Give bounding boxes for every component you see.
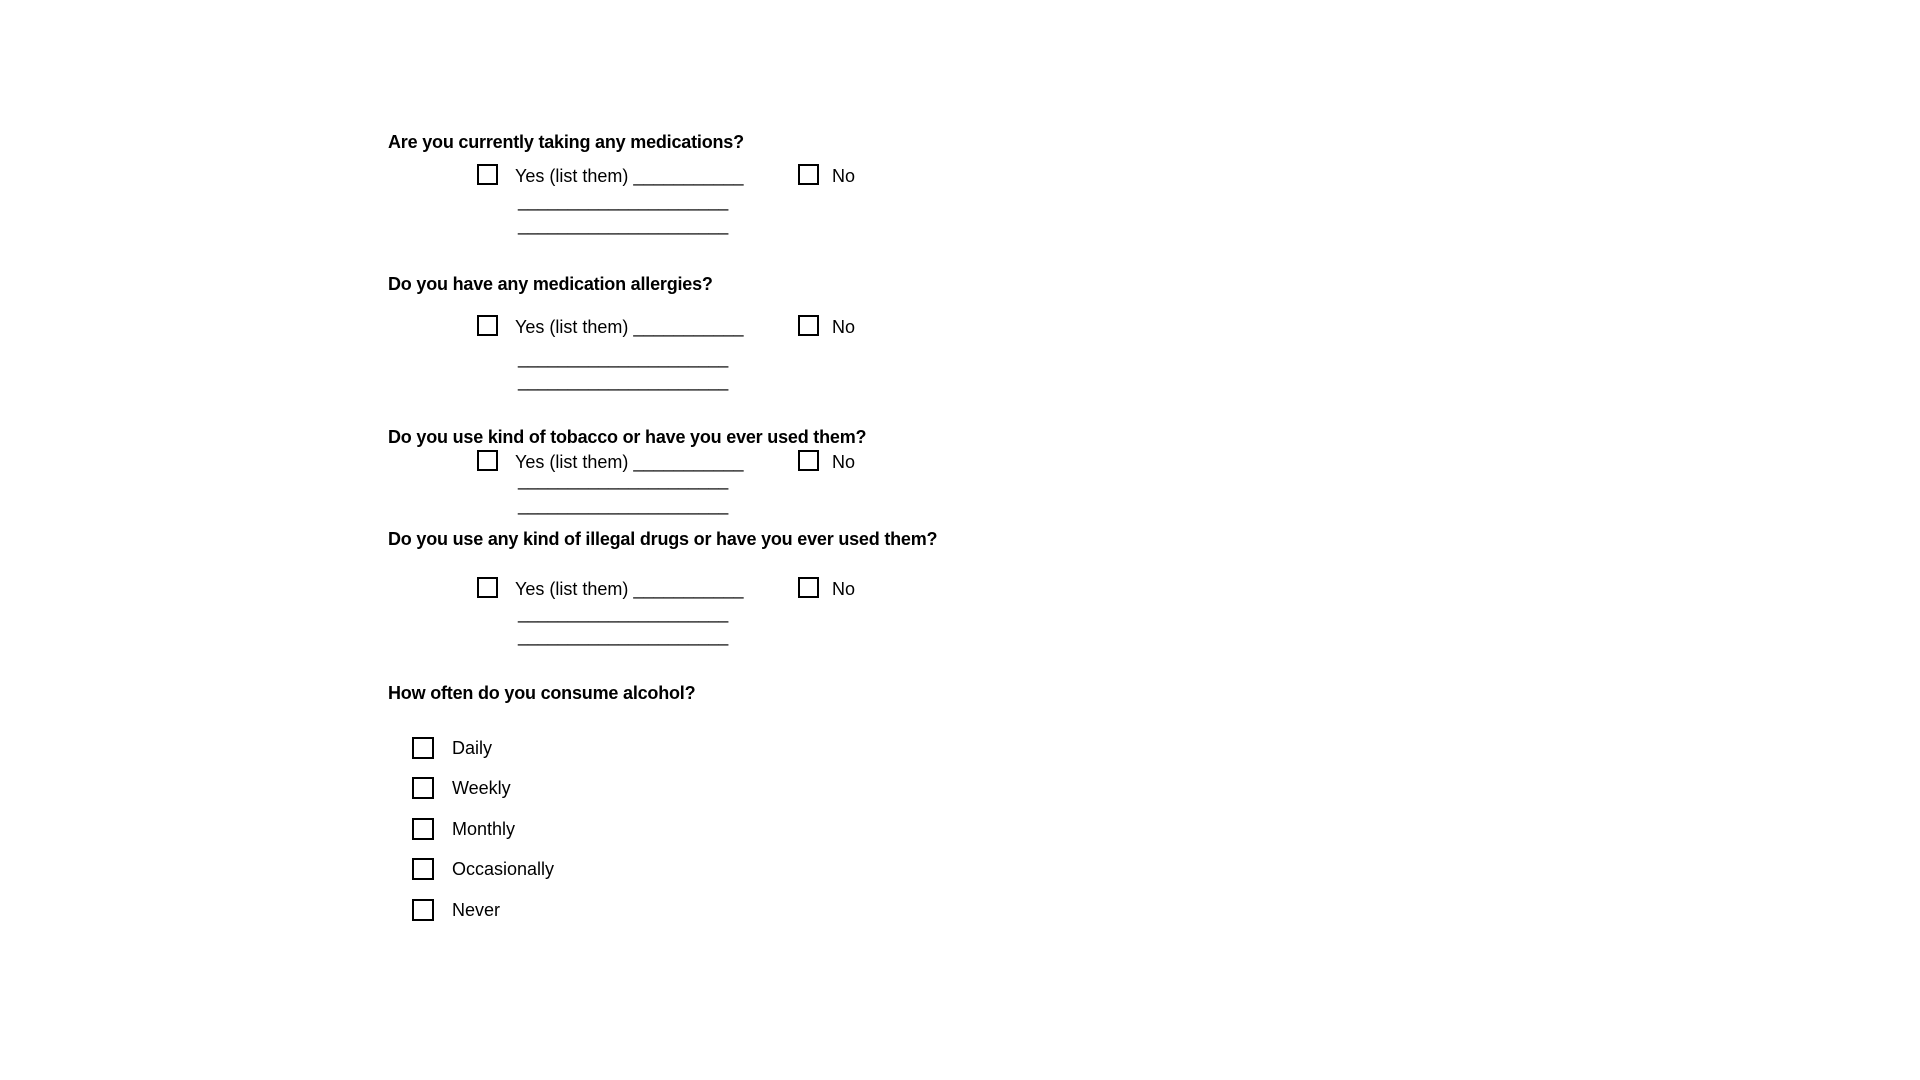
option-row-weekly [412,777,511,799]
yes-no-row [0,315,1920,341]
yes-checkbox[interactable] [477,315,498,336]
weekly-checkbox[interactable] [412,777,434,799]
write-in-line: _____________________ [518,470,729,490]
yes-checkbox[interactable] [477,164,498,185]
option-row-never [412,899,500,921]
yes-label: Yes (list them) ___________ [515,452,744,472]
question-heading: Do you use kind of tobacco or have you ever used them? [388,427,867,447]
no-checkbox[interactable] [798,577,819,598]
option-row-daily [412,737,492,759]
write-in-line: _____________________ [518,371,729,391]
yes-no-row [0,577,1920,603]
no-checkbox[interactable] [798,164,819,185]
yes-checkbox[interactable] [477,450,498,471]
write-in-line: _____________________ [518,603,729,623]
no-checkbox[interactable] [798,450,819,471]
never-checkbox[interactable] [412,899,434,921]
question-heading: Do you use any kind of illegal drugs or have you ever used them? [388,529,938,549]
question-heading: Are you currently taking any medications? [388,132,744,152]
option-label: Occasionally [452,859,555,879]
yes-label: Yes (list them) ___________ [515,317,744,337]
no-checkbox[interactable] [798,315,819,336]
question-heading: How often do you consume alcohol? [388,683,696,703]
write-in-line: _____________________ [518,215,729,235]
occasionally-checkbox[interactable] [412,858,434,880]
option-label: Weekly [452,778,511,798]
yes-label: Yes (list them) ___________ [515,579,744,599]
write-in-line: _____________________ [518,495,729,515]
option-row-monthly [412,818,515,840]
write-in-line: _____________________ [518,348,729,368]
option-label: Never [452,900,501,920]
monthly-checkbox[interactable] [412,818,434,840]
yes-label: Yes (list them) ___________ [515,166,744,186]
write-in-line: _____________________ [518,626,729,646]
yes-no-row [0,450,1920,476]
question-heading: Do you have any medication allergies? [388,274,713,294]
option-label: Monthly [452,819,516,839]
write-in-line: _____________________ [518,191,729,211]
option-row-occasionally [412,858,554,880]
option-label: Daily [452,738,493,758]
daily-checkbox[interactable] [412,737,434,759]
no-label: No [832,166,856,186]
yes-no-row [0,164,1920,190]
no-label: No [832,317,856,337]
no-label: No [832,579,856,599]
yes-checkbox[interactable] [477,577,498,598]
no-label: No [832,452,856,472]
